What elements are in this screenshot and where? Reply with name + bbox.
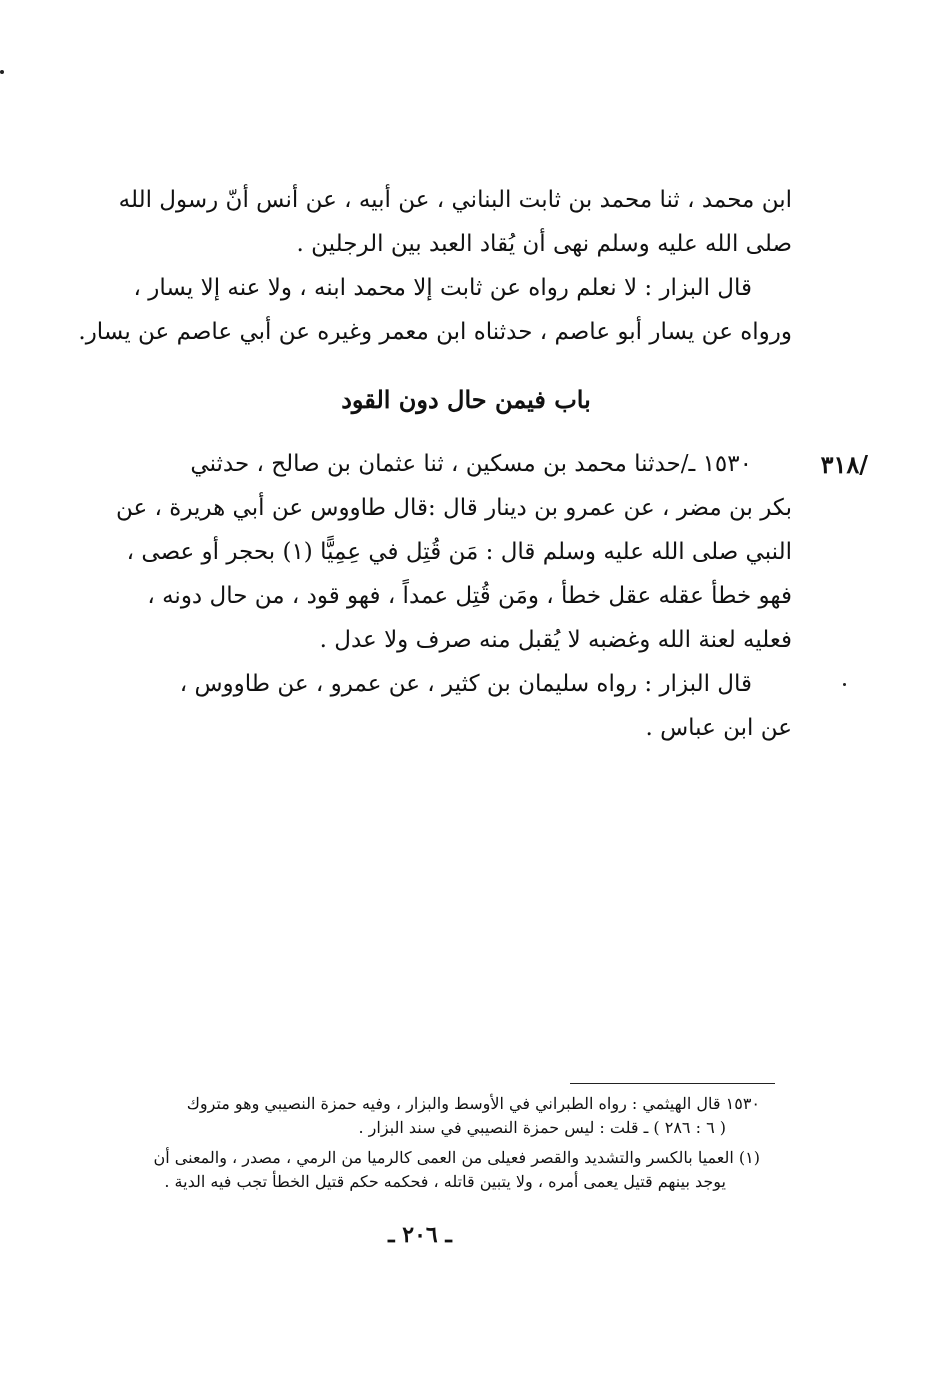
- chapter-heading: باب فيمن حال دون القود: [341, 385, 591, 414]
- hadith-line: النبي صلى الله عليه وسلم قال : مَن قُتِل في عِمِيًّا (١) بحجر أو عصى ،: [126, 539, 792, 565]
- hadith-line: بكر بن مضر ، عن عمرو بن دينار قال :قال طاووس عن أبي هريرة ، عن: [116, 495, 792, 521]
- intro-paragraph: [78, 178, 792, 354]
- hadith-line: ١٥٣٠ ـ/حدثنا محمد بن مسكين ، ثنا عثمان بن صالح ، حدثني: [190, 451, 752, 477]
- hadith-line: عن ابن عباس .: [645, 715, 792, 741]
- intro-line: ورواه عن يسار أبو عاصم ، حدثناه ابن معمر وغيره عن أبي عاصم عن يسار.: [78, 319, 792, 345]
- footnote-line: ١٥٣٠ قال الهيثمي : رواه الطبراني في الأوسط والبزار ، وفيه حمزة النصيبي وهو متروك: [186, 1094, 760, 1113]
- footnote-line: يوجد بينهم قتيل يعمى أمره ، ولا يتبين قاتله ، فحكمه حكم قتيل الخطأ تجب فيه الدية .: [164, 1172, 726, 1191]
- margin-page-number: /٣١٨: [820, 450, 868, 479]
- intro-line: قال البزار : لا نعلم رواه عن ثابت إلا محمد ابنه ، ولا عنه إلا يسار ،: [133, 275, 752, 301]
- scan-mark: [843, 683, 846, 686]
- hadith-paragraph: [116, 442, 792, 750]
- intro-line: ابن محمد ، ثنا محمد بن ثابت البناني ، عن أبيه ، عن أنس أنّ رسول الله: [118, 187, 792, 213]
- scan-mark: [0, 70, 4, 74]
- footnote-divider: [570, 1083, 775, 1084]
- footnote-line: (١) العميا بالكسر والتشديد والقصر فعيلى من العمى كالرميا من الرمي ، مصدر ، والمعنى أن: [153, 1148, 760, 1167]
- hadith-line: فهو خطأ عقله عقل خطأ ، ومَن قُتِل عمداً ، فهو قود ، من حال دونه ،: [147, 583, 792, 609]
- footnote-line: ( ٦ : ٢٨٦ ) ـ قلت : ليس حمزة النصيبي في سند البزار .: [358, 1118, 726, 1137]
- hadith-line: قال البزار : رواه سليمان بن كثير ، عن عمرو ، عن طاووس ،: [179, 671, 752, 697]
- intro-line: صلى الله عليه وسلم نهى أن يُقاد العبد بين الرجلين .: [296, 231, 792, 257]
- footnotes: [120, 1092, 760, 1194]
- page-number: ـ ٢٠٦ ـ: [388, 1222, 452, 1248]
- hadith-line: فعليه لعنة الله وغضبه لا يُقبل منه صرف ولا عدل .: [319, 627, 792, 653]
